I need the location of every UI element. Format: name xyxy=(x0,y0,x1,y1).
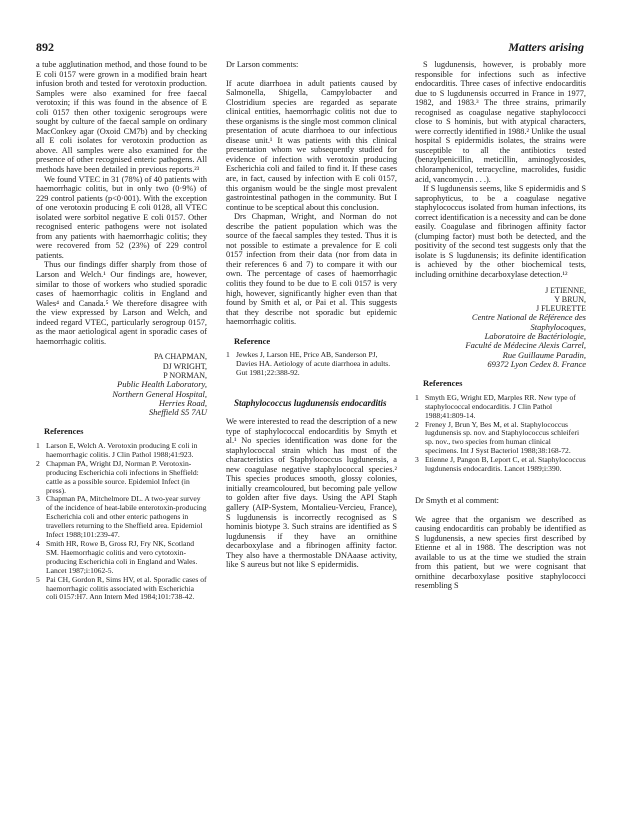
reference-list xyxy=(36,442,207,602)
affiliation-line: 69372 Lyon Cedex 8. France xyxy=(487,358,586,369)
affiliation-line: Sheffield S5 7AU xyxy=(148,407,207,418)
column-1 xyxy=(36,60,207,602)
reference-list xyxy=(226,351,397,378)
author-name: P NORMAN, xyxy=(163,371,207,380)
references-heading: References xyxy=(423,378,463,389)
author-name: J FLEURETTE xyxy=(536,304,586,314)
author-name: Y BRUN, xyxy=(554,294,586,304)
affiliation-line: Public Health Laboratory, xyxy=(117,379,207,390)
author-name: DJ WRIGHT, xyxy=(162,361,207,371)
column-3 xyxy=(415,60,586,591)
author-name: J ETIENNE, xyxy=(545,285,586,295)
paragraph: We agree that the organism we described as causing endocarditis can probably be identified as S lugdunensis, a new species first described by Etienne et al in 1988. The description was not available to us at the time we studied the strain from this patient, but we were cognisant that ornithine decarboxylase positive staphylococci resembling S xyxy=(415,514,586,591)
comment-heading: Dr Larson comments: xyxy=(226,60,299,69)
reference-item: 1 Smyth EG, Wright ED, Marples RR. New type of staphylococcal endocarditis. J Clin Pathol 1988;41:809-14. xyxy=(415,392,576,420)
affiliation-line: Herries Road, xyxy=(158,397,207,408)
paragraph: We were interested to read the description of a new type of staphylococcal endocarditis by Smyth et al.¹ No species identification was done for the staphylococcal strain which has most of the characteristics of Staphylococcus lugdunensis, a new coagulase negative staphylococcal species.² This species produces smooth, glossy colonies, initially creamcoloured, but becoming pale yellow to golden after five days. Using the API Staph gallery (AIP-System, Montalieu-Vercieu, France), S lugdunensis is incorrectly recognised as S hominis biotype 3. Such strains are identified as S lugdunensis if they have an ornithine decarboxylase and a fibrinogen affinity factor. They also have a thermostable DNAaase activity, like S aureus but not like S epidermidis. xyxy=(226,417,397,570)
column-2 xyxy=(226,60,397,570)
reference-item: 3 Chapman PA, Mitchelmore DL. A two-year survey of the incidence of heat-labile enterotoxin-producing Escherichia coli and other enteric pathogens in travellers returning to the Sheffield area. Epidemiol Infect 1988;101:239-47. xyxy=(36,494,207,540)
reference-item: 2 Freney J, Brun Y, Bes M, et al. Staphylococcus lugdunensis sp. nov. and Staphylococcus schleiferi sp. nov., two species from human clinical specimens. Int J Syst Bacteriol 1988;38:168-72. xyxy=(415,419,580,456)
paragraph: If S lugdunensis seems, like S epidermidis and S saprophyticus, to be a coagulase negative staphylococcus isolated from human infections, its correct identification is a necessity and can be done easily. Coagulase and fibrinogen affinity factor (clumping factor) must both be detected, and the positivity of the second test suggests only that the isolate is S lugdunensis; its definite identification is achieved by the other biochemical tests, including ornithine decarboxylase detection.¹² xyxy=(415,184,586,280)
affiliation-line: Faculté de Médecine Alexis Carrel, xyxy=(465,340,586,351)
paragraph: Drs Chapman, Wright, and Norman do not describe the patient population which was the source of the faecal samples they tested. Thus it is not possible to estimate a prevalence for E coli 0157 infection from their data (nor from data in their references 6 and 7) to compare it with our own. The percentage of cases of haemorrhagic colitis they found to be due to E coli 0157 is very high, however, significantly higher even than that found by Smith et al, or Pai et al. This suggests that they describe not sporadic but epidemic haemorrhagic colitis. xyxy=(226,212,397,327)
affiliation-line: Rue Guillaume Paradin, xyxy=(502,349,586,360)
reference-heading: Reference xyxy=(234,335,271,346)
reference-item: 5 Pai CH, Gordon R, Sims HV, et al. Sporadic cases of haemorrhagic colitis associated with Escherichia coli 0157:H7. Ann Intern Med 1984;101:738-42. xyxy=(36,574,207,602)
references-heading: References xyxy=(44,426,84,437)
reference-item: 2 Chapman PA, Wright DJ, Norman P. Verotoxin-producing Escherichia coli infections in Sheffield: cattle as a possible source. Epidemiol Infect (in press). xyxy=(36,458,199,495)
article-title: Staphylococcus lugdunensis endocarditis xyxy=(234,398,387,409)
reference-item: 3 Etienne J, Pangon B, Leport C, et al. Staphylococcus lugdunensis endocarditis. Lancet 1989;i:390. xyxy=(415,455,586,474)
comment-heading: Dr Smyth et al comment: xyxy=(415,495,499,505)
affiliation-line: Laboratoire de Bactériologie, xyxy=(484,331,586,342)
paragraph: If acute diarrhoea in adult patients caused by Salmonella, Shigella, Campylobacter and Clostridium species are regarded as separate clinical entities, haemorrhagic colitis not due to these organisms is the single most common clinical presentation of acute diarrhoea to our infectious disease unit.¹ It was patients with this clinical presentation whom we subsequently studied for evidence of infection with verotoxin producing Escherichia coli and failed to find it. If these cases are, in fact, caused by infection with E coli 0157, this organism would be the single most prevalent gastrointestinal pathogen in the community. But I continue to be sceptical about this conclusion. xyxy=(226,78,397,212)
paragraph: Thus our findings differ sharply from those of Larson and Welch.¹ Our findings are, however, similar to those of workers who studied sporadic cases of haemorrhagic colitis in England and Wales⁴ and Canada.⁵ We therefore disagree with the view expressed by Larson and Welch, and indeed regard VTEC, particularly serogroup 0157, as the maor aetiological agent in sporadic cases of haemorrhagic colitis. xyxy=(36,260,207,346)
page-number: 892 xyxy=(36,40,54,54)
paragraph: a tube agglutination method, and those found to be E coli 0157 were grown in a modified brain heart infusion broth and tested for verotoxin production. Samples were also examined for free faecal verotoxin; if this was found in the absence of E coli 0157 then other toxigenic serogroups were sought by culture of the faecal sample on ordinary MacConkey agar (Oxoid CM7b) and by checking all E coli isolates for verotoxin production as above. All samples were also examined for the presence of other recognised enteric pathogens. All methods have been detailed in previous reports.²³ xyxy=(36,60,207,175)
author-name: PA CHAPMAN, xyxy=(153,352,207,362)
reference-item: 4 Smith HR, Rowe B, Gross RJ, Fry NK, Scotland SM. Haemorrhagic colitis and vero cytotoxin-producing Escherichia coli in England and Wales. Lancet 1987;i:1062-5. xyxy=(36,539,198,575)
paragraph: We found VTEC in 31 (78%) of 40 patients with haemorrhagic colitis, but in only two (0·9%) of 229 control patients (p<0·001). With the exception of one verotoxin producing E coli 0128, all VTEC isolated were sorbitol negative E coli 0157. Other recognised enteric pathogens were not isolated from any patients with haemorrhagic colitis; they were recovered from 52 (23%) of 229 control patients. xyxy=(36,174,207,260)
reference-item: 1 Larson E, Welch A. Verotoxin producing E coli in haemorrhagic colitis. J Clin Pathol 1988;41:923. xyxy=(36,441,198,459)
reference-list xyxy=(415,394,586,474)
paragraph: S lugdunensis, however, is probably more responsible for infections such as infective endocarditis. Three cases of infective endocarditis due to S lugdunensis occurred in France in 1977, 1982, and 1983.³ The three strains, primarily recognised as coagulase negative staphylococci close to S hominis, but with atypical characters, were correctly identified in 1988.² Unlike the usual hospital S epidermidis isolates, the strains were susceptible to all the antibiotics tested (benzylpenicillin, meticillin, aminoglycosides, chloramphenicol, tetracycline, macrolides, fusidic acid, vancomycin . . .). xyxy=(415,60,586,184)
section-title: Matters arising xyxy=(508,40,584,54)
reference-item: 1 Jewkes J, Larson HE, Price AB, Sanderson PJ, Davies HA. Aetiology of acute diarrhoea in adults. Gut 1981;22:388-92. xyxy=(226,350,391,378)
affiliation-line: Centre National de Référence des Staphylocoques, xyxy=(471,312,586,332)
affiliation-line: Northern General Hospital, xyxy=(112,388,207,399)
